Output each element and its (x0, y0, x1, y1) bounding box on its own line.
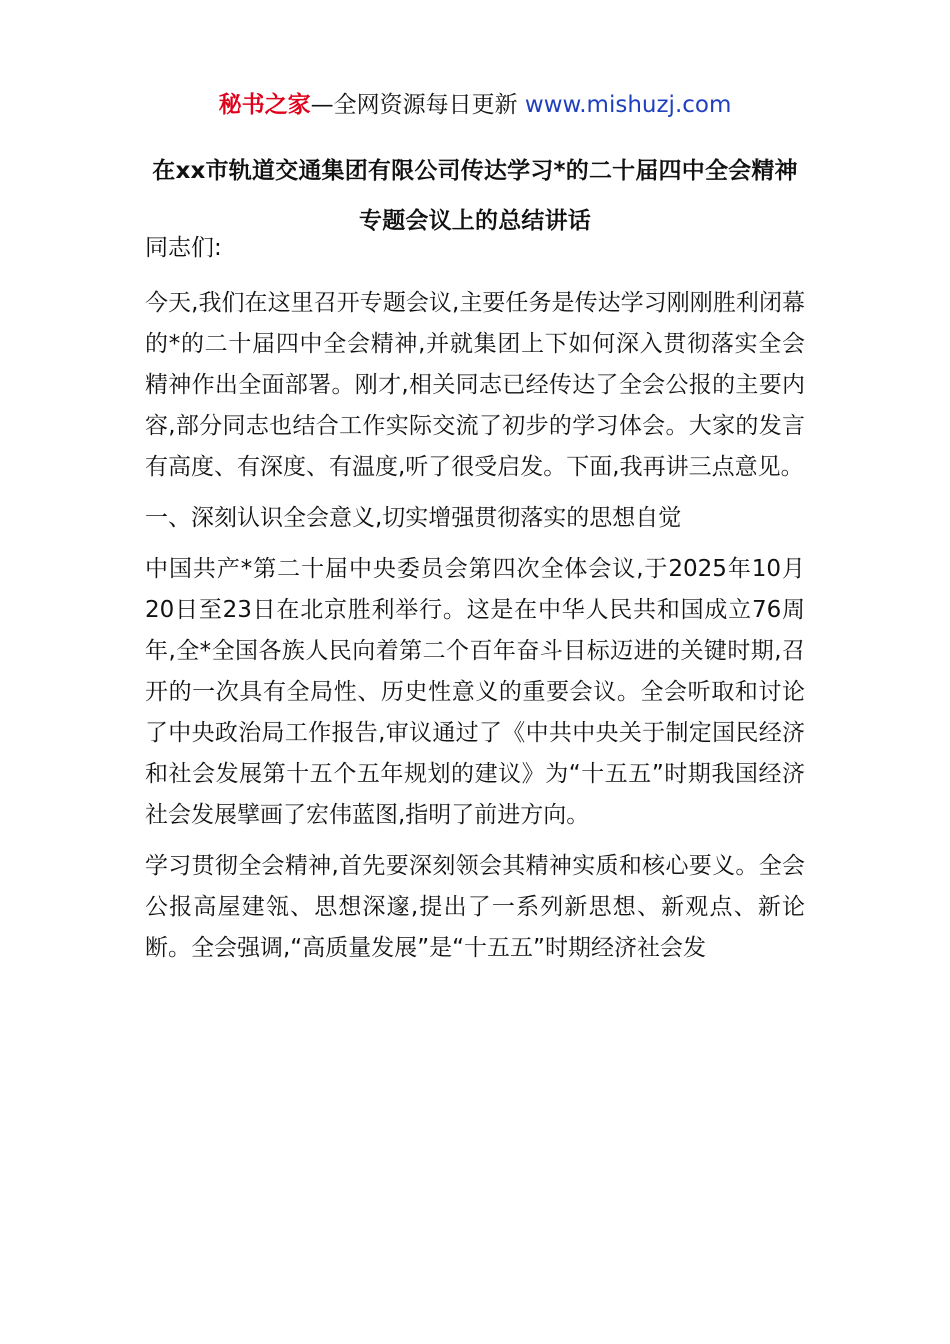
site-url-link[interactable]: www.mishuzj.com (524, 92, 732, 118)
section-heading: 一、深刻认识全会意义,切实增强贯彻落实的思想自觉 (145, 505, 682, 531)
brand-name: 秘书之家 (218, 92, 311, 118)
document-title: 在xx市轨道交通集团有限公司传达学习*的二十届四中全会精神专题会议上的总结讲话 (152, 158, 798, 234)
document-body (145, 228, 805, 979)
paragraph: 学习贯彻全会精神,首先要深刻领会其精神实质和核心要义。全会公报高屋建瓴、思想深邃,提出了一系列新思想、新观点、新论断。全会强调,“高质量发展”是“十五五”时期经济社会发 (145, 853, 805, 961)
site-header (0, 88, 950, 122)
header-tagline: —全网资源每日更新 (310, 92, 525, 118)
paragraph: 中国共产*第二十届中央委员会第四次全体会议,于2025年10月20日至23日在北京胜利举行。这是在中华人民共和国成立76周年,全*全国各族人民向着第二个百年奋斗目标迈进的关键时期,召开的一次具有全局性、历史性意义的重要会议。全会听取和讨论了中央政治局工作报告,审议通过了《中共中央关于制定国民经济和社会发展第十五个五年规划的建议》为“十五五”时期我国经济社会发展擘画了宏伟蓝图,指明了前进方向。 (145, 556, 805, 828)
salutation: 同志们: (145, 235, 222, 261)
paragraph: 今天,我们在这里召开专题会议,主要任务是传达学习刚刚胜利闭幕的*的二十届四中全会精神,并就集团上下如何深入贯彻落实全会精神作出全面部署。刚才,相关同志已经传达了全会公报的主要内容,部分同志也结合工作实际交流了初步的学习体会。大家的发言有高度、有深度、有温度,听了很受启发。下面,我再讲三点意见。 (145, 290, 805, 480)
